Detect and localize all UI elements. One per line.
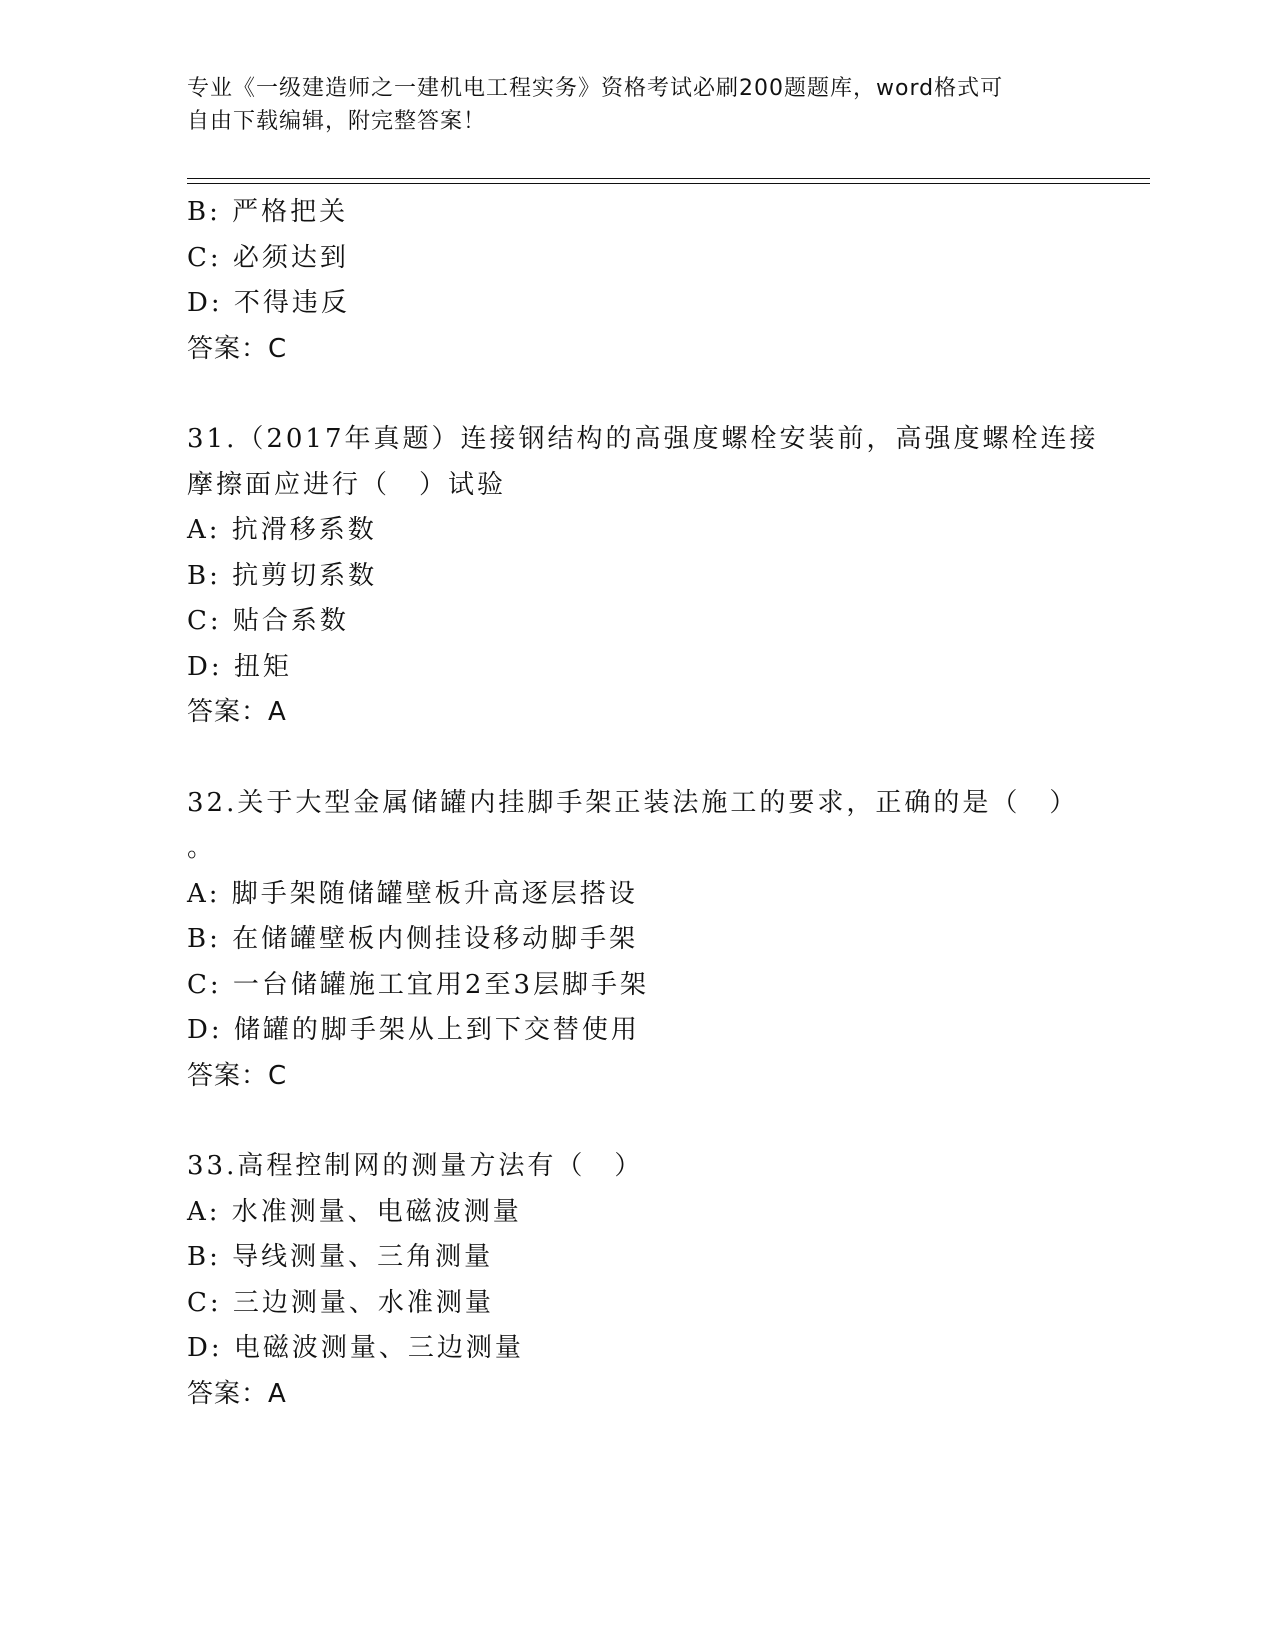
header-divider-bottom bbox=[187, 183, 1150, 184]
option-b: B: 抗剪切系数 bbox=[187, 560, 378, 591]
question-stem-line-1: 32.关于大型金属储罐内挂脚手架正装法施工的要求，正确的是（ ） bbox=[187, 787, 1079, 818]
option-d: D: 不得违反 bbox=[187, 288, 350, 318]
question-32 bbox=[187, 781, 1087, 1100]
question-stem-line-1: 31.（2017年真题）连接钢结构的高强度螺栓安装前，高强度螺栓连接 bbox=[187, 424, 1099, 454]
option-a: A: 脚手架随储罐壁板升高逐层搭设 bbox=[187, 878, 638, 909]
option-c: C: 一台储罐施工宜用2至3层脚手架 bbox=[187, 969, 650, 1000]
question-stem-line-1: 33.高程控制网的测量方法有（ ） bbox=[187, 1151, 644, 1181]
option-d: D: 扭矩 bbox=[187, 651, 292, 682]
document-header bbox=[187, 72, 1087, 138]
option-b: B: 在储罐壁板内侧挂设移动脚手架 bbox=[187, 924, 639, 954]
option-c: C: 三边测量、水准测量 bbox=[187, 1287, 494, 1318]
option-a: A: 水准测量、电磁波测量 bbox=[187, 1196, 522, 1227]
answer-line: 答案：C bbox=[187, 1060, 288, 1091]
option-d: D: 电磁波测量、三边测量 bbox=[187, 1333, 524, 1363]
option-b: B: 严格把关 bbox=[187, 197, 349, 227]
question-31 bbox=[187, 417, 1099, 736]
question-33 bbox=[187, 1144, 1087, 1417]
option-c: C: 必须达到 bbox=[187, 242, 349, 273]
header-line-2: 自由下载编辑，附完整答案！ bbox=[187, 109, 487, 134]
header-line-1: 专业《一级建造师之一建机电工程实务》资格考试必刷200题题库，word格式可 bbox=[187, 76, 1004, 101]
answer-line: 答案：C bbox=[187, 333, 288, 364]
option-d: D: 储罐的脚手架从上到下交替使用 bbox=[187, 1015, 640, 1045]
answer-line: 答案：A bbox=[187, 1378, 287, 1409]
question-stem-line-2: 。 bbox=[187, 833, 217, 863]
question-list bbox=[187, 190, 1099, 1417]
option-a: A: 抗滑移系数 bbox=[187, 515, 377, 545]
answer-line: 答案：A bbox=[187, 697, 287, 727]
option-b: B: 导线测量、三角测量 bbox=[187, 1242, 494, 1272]
question-30-tail bbox=[187, 190, 1087, 372]
question-stem-line-2: 摩擦面应进行（ ）试验 bbox=[187, 469, 507, 500]
option-c: C: 贴合系数 bbox=[187, 606, 349, 636]
header-divider-top bbox=[187, 178, 1150, 179]
